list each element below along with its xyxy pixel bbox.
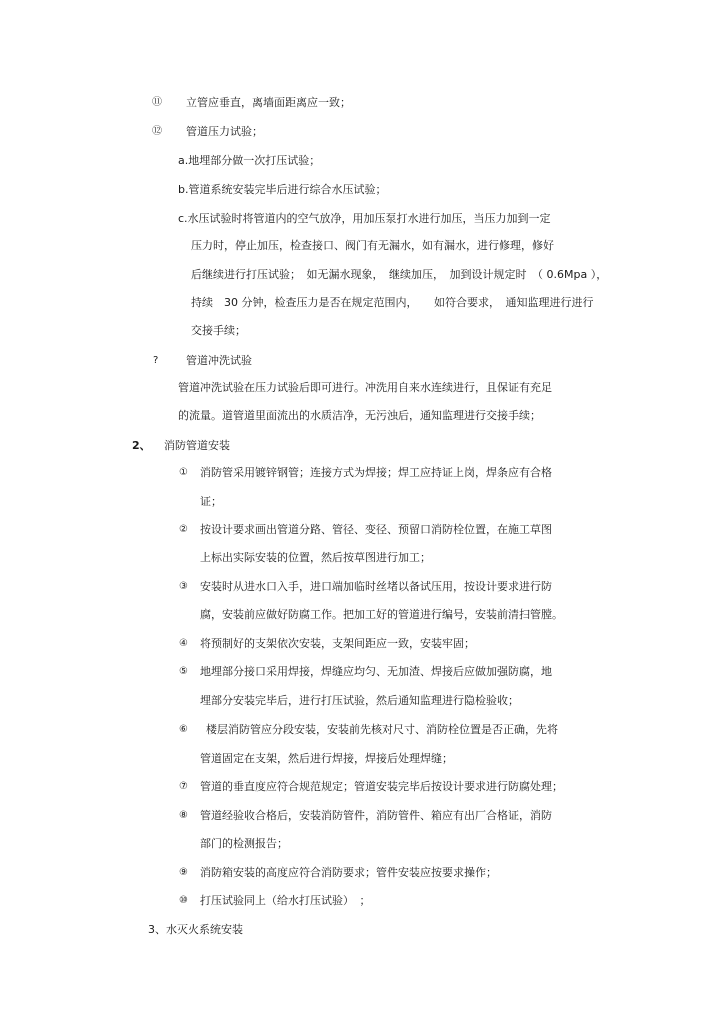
list-marker: ⑪ [152,97,162,108]
line: 压力时，停止加压，检查接口、阀门有无漏水，如有漏水，进行修理，修好 [191,239,554,252]
line: 安装时从进水口入手，进口端加临时丝堵以备试压用，按设计要求进行防 [200,580,552,593]
line: 管道冲洗试验 [186,354,252,367]
list-marker: ⑤ [179,666,188,677]
line: 的流量。道管道里面流出的水质洁净，无污浊后，通知监理进行交接手续； [178,409,541,422]
line: 管道固定在支架，然后进行焊接，焊接后处理焊缝； [200,752,453,765]
line: 将预制好的支架依次安装，支架间距应一致，安装牢固； [200,637,475,650]
line: 管道的垂直度应符合规范规定；管道安装完毕后按设计要求进行防腐处理； [200,780,563,793]
list-marker: ⑦ [179,781,188,792]
list-marker: ? [153,355,159,366]
line: 楼层消防管应分段安装，安装前先核对尺寸、消防栓位置是否正确，先将 [206,723,558,736]
list-marker: ⑧ [179,810,188,821]
list-marker: ⑫ [152,126,162,137]
list-marker: ⑥ [179,724,188,735]
list-marker: ⑨ [179,867,188,878]
list-marker: ③ [179,581,188,592]
line: 管道压力试验； [186,125,263,138]
line: 腐，安装前应做好防腐工作。把加工好的管道进行编号，安装前清扫管膛。 [200,608,563,621]
line: 上标出实际安装的位置，然后按草图进行加工； [200,551,431,564]
line: 后继续进行打压试验； 如无漏水现象， 继续加压， 加到设计规定时 （ 0.6Mpa ）， [191,268,608,281]
section-number: 2、 [132,439,151,452]
list-marker: ① [179,467,188,478]
line: 管道经验收合格后，安装消防管件，消防管件、箱应有出厂合格证，消防 [200,809,552,822]
line: 打压试验同上（给水打压试验） ； [200,894,371,907]
list-marker: ④ [179,638,188,649]
line: 立管应垂直，离墙面距离应一致； [186,96,351,109]
line: 埋部分安装完毕后，进行打压试验，然后通知监理进行隐检验收； [200,694,519,707]
line: 持续 30 分钟，检查压力是否在规定范围内， 如符合要求， 通知监理进行进行 [191,296,594,309]
line: 消防管采用镀锌钢管；连接方式为焊接；焊工应持证上岗，焊条应有合格 [200,466,552,479]
line: a.地埋部分做一次打压试验； [178,154,321,167]
section-heading: 3、水灭火系统安装 [148,923,243,936]
line: 交接手续； [191,324,246,337]
line: 证； [200,495,222,508]
line: 消防箱安装的高度应符合消防要求；管件安装应按要求操作； [200,866,497,879]
line: 地埋部分接口采用焊接，焊缝应均匀、无加渣、焊接后应做加强防腐，地 [200,665,552,678]
line: 管道冲洗试验在压力试验后即可进行。冲洗用自来水连续进行，且保证有充足 [178,381,552,394]
section-heading: 消防管道安装 [164,439,230,452]
line: 按设计要求画出管道分路、管径、变径、预留口消防栓位置，在施工草图 [200,523,552,536]
line: b.管道系统安装完毕后进行综合水压试验； [178,183,387,196]
list-marker: ② [179,524,188,535]
line: 部门的检测报告； [200,837,288,850]
line: c.水压试验时将管道内的空气放净，用加压泵打水进行加压，当压力加到一定 [178,212,551,225]
list-marker: ⑩ [179,895,188,906]
